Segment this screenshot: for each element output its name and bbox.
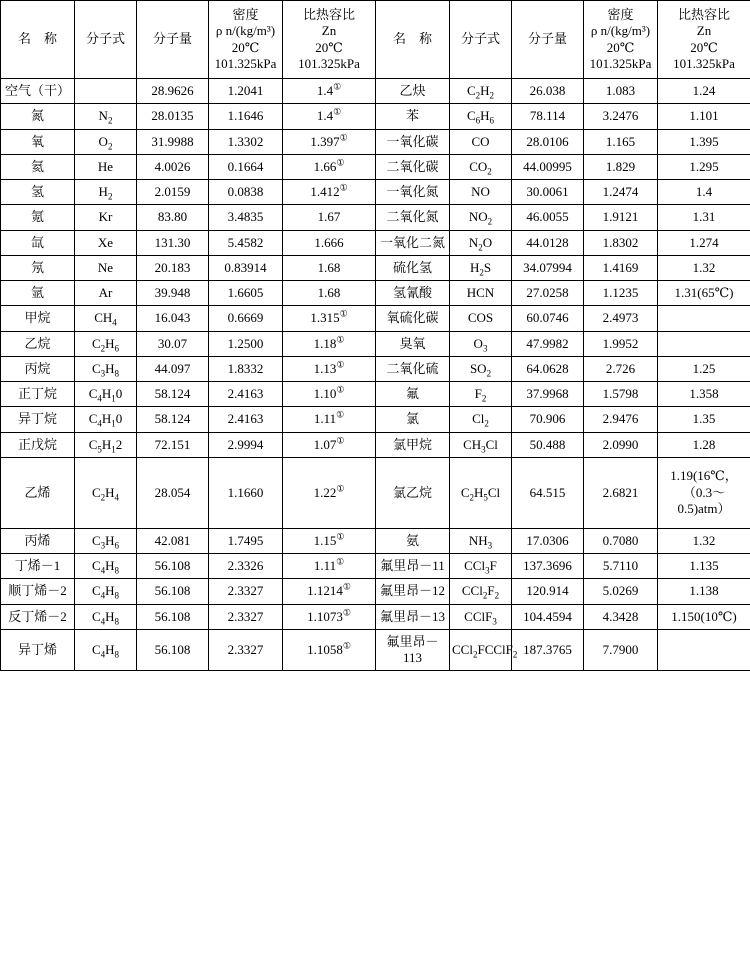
- molecular-formula-right: $N_2O$: [450, 230, 512, 255]
- heat-capacity-ratio-right: 1.274: [658, 230, 750, 255]
- molecular-formula-right: CClF$_3$: [450, 604, 512, 629]
- molecular-formula-left: $H_2$: [75, 180, 137, 205]
- molecular-formula-left: $C_5H_12$: [75, 432, 137, 457]
- heat-capacity-ratio-left: 1.4①: [283, 79, 376, 104]
- molecular-formula-right: $SO_2$: [450, 356, 512, 381]
- substance-name-left: 异丁烷: [1, 407, 75, 432]
- table-row: [1, 528, 750, 553]
- substance-name-right: 硫化氢: [376, 255, 450, 280]
- molecular-formula-left: $C_4H_8$: [75, 629, 137, 671]
- substance-name-right: 一氧化碳: [376, 129, 450, 154]
- heat-capacity-ratio-right: 1.4: [658, 180, 750, 205]
- substance-name-right: 氯甲烷: [376, 432, 450, 457]
- molecular-formula-left: $C_3H_8$: [75, 356, 137, 381]
- substance-name-left: 氢: [1, 180, 75, 205]
- heat-capacity-ratio-right: 1.28: [658, 432, 750, 457]
- header-heat-ratio-right: [658, 1, 750, 79]
- molar-mass-left: 44.097: [137, 356, 209, 381]
- table-row: [1, 356, 750, 381]
- molar-mass-right: 70.906: [512, 407, 584, 432]
- density-right: 1.1235: [584, 281, 658, 306]
- density-left: 2.9994: [209, 432, 283, 457]
- header-formula-right: 分子式: [450, 1, 512, 79]
- table-row: [1, 230, 750, 255]
- heat-capacity-ratio-left: 1.07①: [283, 432, 376, 457]
- table-row: [1, 129, 750, 154]
- density-left: 0.83914: [209, 255, 283, 280]
- header-heat-ratio-title: 比热容比: [302, 7, 355, 22]
- heat-capacity-ratio-left: 1.10①: [283, 382, 376, 407]
- header-density-title: 密度: [607, 7, 634, 22]
- density-left: 0.1664: [209, 154, 283, 179]
- table-body: [1, 79, 750, 671]
- heat-capacity-ratio-left: 1.67: [283, 205, 376, 230]
- molar-mass-right: 60.0746: [512, 306, 584, 331]
- density-left: 2.3327: [209, 579, 283, 604]
- substance-name-right: 氯乙烷: [376, 457, 450, 528]
- substance-name-right: 氟里昂－11: [376, 554, 450, 579]
- header-density-right: [584, 1, 658, 79]
- density-left: 1.8332: [209, 356, 283, 381]
- header-density-symbol: ρ n/(kg/m³): [590, 23, 651, 39]
- substance-name-right: 氟: [376, 382, 450, 407]
- molecular-formula-left: $C_4H_8$: [75, 554, 137, 579]
- molecular-formula-right: CO: [450, 129, 512, 154]
- molar-mass-right: 44.0128: [512, 230, 584, 255]
- heat-capacity-ratio-left: 1.15①: [283, 528, 376, 553]
- heat-capacity-ratio-left: 1.1058①: [283, 629, 376, 671]
- heat-capacity-ratio-left: 1.11①: [283, 407, 376, 432]
- molecular-formula-right: $C_2H_2$: [450, 79, 512, 104]
- table-row: [1, 432, 750, 457]
- molar-mass-left: 20.183: [137, 255, 209, 280]
- heat-capacity-ratio-left: 1.4①: [283, 104, 376, 129]
- molar-mass-left: 56.108: [137, 629, 209, 671]
- molar-mass-left: 56.108: [137, 579, 209, 604]
- heat-capacity-ratio-right: 1.295: [658, 154, 750, 179]
- density-left: 1.2041: [209, 79, 283, 104]
- heat-capacity-ratio-left: 1.412①: [283, 180, 376, 205]
- heat-capacity-ratio-left: 1.397①: [283, 129, 376, 154]
- substance-name-left: 氧: [1, 129, 75, 154]
- molar-mass-right: 78.114: [512, 104, 584, 129]
- molar-mass-left: 72.151: [137, 432, 209, 457]
- substance-name-right: 一氧化二氮: [376, 230, 450, 255]
- substance-name-right: 二氧化硫: [376, 356, 450, 381]
- density-right: 1.829: [584, 154, 658, 179]
- substance-name-right: 氟里昂－113: [376, 629, 450, 671]
- header-density-temp: 20℃: [231, 39, 260, 55]
- molar-mass-left: 56.108: [137, 604, 209, 629]
- substance-name-left: 反丁烯－2: [1, 604, 75, 629]
- header-heat-ratio-temp: 20℃: [690, 39, 718, 55]
- substance-name-right: 氧硫化碳: [376, 306, 450, 331]
- table-row: [1, 457, 750, 528]
- molar-mass-right: 64.0628: [512, 356, 584, 381]
- density-right: 1.5798: [584, 382, 658, 407]
- header-name-right: 名 称: [376, 1, 450, 79]
- substance-name-right: 氢氰酸: [376, 281, 450, 306]
- heat-capacity-ratio-right: 1.19(16℃， （0.3～ 0.5)atm）: [658, 457, 750, 528]
- molar-mass-right: 137.3696: [512, 554, 584, 579]
- heat-capacity-ratio-left: 1.22①: [283, 457, 376, 528]
- header-heat-ratio-temp: 20℃: [315, 39, 343, 55]
- table-row: [1, 180, 750, 205]
- density-right: 1.165: [584, 129, 658, 154]
- heat-capacity-ratio-right: 1.32: [658, 528, 750, 553]
- substance-name-left: 氮: [1, 104, 75, 129]
- molecular-formula-right: NO: [450, 180, 512, 205]
- molar-mass-right: 34.07994: [512, 255, 584, 280]
- table-row: [1, 154, 750, 179]
- molar-mass-left: 39.948: [137, 281, 209, 306]
- heat-capacity-ratio-left: 1.315①: [283, 306, 376, 331]
- molar-mass-left: 42.081: [137, 528, 209, 553]
- density-right: 5.7110: [584, 554, 658, 579]
- molar-mass-right: 37.9968: [512, 382, 584, 407]
- substance-name-left: 乙烷: [1, 331, 75, 356]
- header-name-left: 名 称: [1, 1, 75, 79]
- header-density-pressure: 101.325kPa: [589, 55, 652, 71]
- heat-capacity-ratio-right: 1.138: [658, 579, 750, 604]
- heat-capacity-ratio-left: 1.1214①: [283, 579, 376, 604]
- molecular-formula-right: $C_6H_6$: [450, 104, 512, 129]
- substance-name-right: 氟里昂－12: [376, 579, 450, 604]
- density-right: 7.7900: [584, 629, 658, 671]
- density-left: 2.3327: [209, 604, 283, 629]
- heat-capacity-ratio-left: 1.11①: [283, 554, 376, 579]
- heat-capacity-ratio-right: 1.135: [658, 554, 750, 579]
- molecular-formula-right: $H_2S$: [450, 255, 512, 280]
- heat-capacity-ratio-left: 1.18①: [283, 331, 376, 356]
- heat-capacity-ratio-right: 1.395: [658, 129, 750, 154]
- header-density-pressure: 101.325kPa: [214, 55, 277, 71]
- molecular-formula-left: Ne: [75, 255, 137, 280]
- heat-capacity-ratio-left: 1.666: [283, 230, 376, 255]
- molecular-formula-left: Xe: [75, 230, 137, 255]
- molar-mass-left: 83.80: [137, 205, 209, 230]
- molecular-formula-right: CCl$_2$FCClF$_2$: [450, 629, 512, 671]
- density-right: 2.9476: [584, 407, 658, 432]
- table-row: [1, 382, 750, 407]
- molar-mass-left: 58.124: [137, 407, 209, 432]
- density-left: 2.3326: [209, 554, 283, 579]
- molecular-formula-left: $CH_4$: [75, 306, 137, 331]
- density-left: 1.6605: [209, 281, 283, 306]
- substance-name-left: 甲烷: [1, 306, 75, 331]
- substance-name-right: 氨: [376, 528, 450, 553]
- molar-mass-right: 104.4594: [512, 604, 584, 629]
- heat-capacity-ratio-left: 1.68: [283, 255, 376, 280]
- table-row: [1, 331, 750, 356]
- heat-capacity-ratio-right: 1.150(10℃): [658, 604, 750, 629]
- molar-mass-right: 64.515: [512, 457, 584, 528]
- substance-name-right: 一氧化氮: [376, 180, 450, 205]
- substance-name-left: 异丁烯: [1, 629, 75, 671]
- table-row: [1, 255, 750, 280]
- density-right: 4.3428: [584, 604, 658, 629]
- molecular-formula-left: $O_2$: [75, 129, 137, 154]
- molecular-formula-left: $C_4H_8$: [75, 579, 137, 604]
- molecular-formula-right: $NH_3$: [450, 528, 512, 553]
- heat-capacity-ratio-right: 1.101: [658, 104, 750, 129]
- header-density-temp: 20℃: [606, 39, 635, 55]
- density-right: 2.726: [584, 356, 658, 381]
- header-density-symbol: ρ n/(kg/m³): [215, 23, 276, 39]
- substance-name-left: 正戊烷: [1, 432, 75, 457]
- molar-mass-left: 30.07: [137, 331, 209, 356]
- molar-mass-right: 187.3765: [512, 629, 584, 671]
- substance-name-left: 乙烯: [1, 457, 75, 528]
- molar-mass-left: 58.124: [137, 382, 209, 407]
- density-left: 0.0838: [209, 180, 283, 205]
- molar-mass-left: 4.0026: [137, 154, 209, 179]
- molar-mass-right: 46.0055: [512, 205, 584, 230]
- molecular-formula-right: COS: [450, 306, 512, 331]
- density-right: 3.2476: [584, 104, 658, 129]
- substance-name-left: 氩: [1, 281, 75, 306]
- heat-capacity-ratio-left: 1.1073①: [283, 604, 376, 629]
- table-header: [1, 1, 750, 79]
- density-left: 1.1660: [209, 457, 283, 528]
- heat-capacity-ratio-right: 1.24: [658, 79, 750, 104]
- heat-capacity-ratio-right: 1.32: [658, 255, 750, 280]
- molecular-formula-right: $F_2$: [450, 382, 512, 407]
- header-density-title: 密度: [232, 7, 259, 22]
- molar-mass-left: 28.054: [137, 457, 209, 528]
- heat-capacity-ratio-left: 1.68: [283, 281, 376, 306]
- header-heat-ratio-left: [283, 1, 376, 79]
- table-row: [1, 407, 750, 432]
- molecular-formula-right: CCl$_3$F: [450, 554, 512, 579]
- substance-name-right: 二氧化碳: [376, 154, 450, 179]
- molar-mass-right: 47.9982: [512, 331, 584, 356]
- density-left: 1.1646: [209, 104, 283, 129]
- molecular-formula-left: $C_4H_10$: [75, 382, 137, 407]
- header-heat-ratio-symbol: Zn: [321, 23, 337, 39]
- density-right: 1.9952: [584, 331, 658, 356]
- density-right: 5.0269: [584, 579, 658, 604]
- heat-capacity-ratio-right: 1.358: [658, 382, 750, 407]
- density-right: 2.4973: [584, 306, 658, 331]
- header-density-left: [209, 1, 283, 79]
- substance-name-left: 氪: [1, 205, 75, 230]
- density-left: 2.3327: [209, 629, 283, 671]
- molecular-formula-right: $CH_3Cl$: [450, 432, 512, 457]
- molar-mass-left: 131.30: [137, 230, 209, 255]
- header-heat-ratio-pressure: 101.325kPa: [673, 55, 735, 71]
- substance-name-left: 丁烯－1: [1, 554, 75, 579]
- substance-name-right: 臭氧: [376, 331, 450, 356]
- molecular-formula-left: Kr: [75, 205, 137, 230]
- substance-name-right: 苯: [376, 104, 450, 129]
- molecular-formula-right: $Cl_2$: [450, 407, 512, 432]
- molar-mass-right: 30.0061: [512, 180, 584, 205]
- molecular-formula-left: $C_2H_6$: [75, 331, 137, 356]
- density-right: 1.2474: [584, 180, 658, 205]
- molar-mass-right: 120.914: [512, 579, 584, 604]
- table-row: [1, 554, 750, 579]
- molecular-formula-left: He: [75, 154, 137, 179]
- header-heat-ratio-symbol: Zn: [696, 23, 712, 39]
- molecular-formula-right: $O_3$: [450, 331, 512, 356]
- heat-capacity-ratio-right: [658, 331, 750, 356]
- molar-mass-right: 50.488: [512, 432, 584, 457]
- density-left: 1.7495: [209, 528, 283, 553]
- heat-capacity-ratio-right: 1.31: [658, 205, 750, 230]
- table-row: [1, 604, 750, 629]
- molecular-formula-left: Ar: [75, 281, 137, 306]
- molar-mass-right: 44.00995: [512, 154, 584, 179]
- table-row: [1, 629, 750, 671]
- density-left: 0.6669: [209, 306, 283, 331]
- molecular-formula-left: $C_2H_4$: [75, 457, 137, 528]
- table-row: [1, 579, 750, 604]
- substance-name-left: 氦: [1, 154, 75, 179]
- density-right: 1.4169: [584, 255, 658, 280]
- molar-mass-left: 2.0159: [137, 180, 209, 205]
- density-left: 1.3302: [209, 129, 283, 154]
- molar-mass-left: 28.0135: [137, 104, 209, 129]
- header-formula-left: 分子式: [75, 1, 137, 79]
- molecular-formula-left: $C_4H_8$: [75, 604, 137, 629]
- molar-mass-right: 26.038: [512, 79, 584, 104]
- molar-mass-right: 27.0258: [512, 281, 584, 306]
- molecular-formula-right: $C_2H_5Cl$: [450, 457, 512, 528]
- density-right: 1.083: [584, 79, 658, 104]
- substance-name-right: 氯: [376, 407, 450, 432]
- substance-name-left: 氖: [1, 255, 75, 280]
- substance-name-left: 正丁烷: [1, 382, 75, 407]
- molecular-formula-right: $CCl_2F_2$: [450, 579, 512, 604]
- heat-capacity-ratio-left: 1.13①: [283, 356, 376, 381]
- molar-mass-left: 31.9988: [137, 129, 209, 154]
- header-molar-mass-right: 分子量: [512, 1, 584, 79]
- density-right: 1.9121: [584, 205, 658, 230]
- molecular-formula-left: [75, 79, 137, 104]
- substance-name-left: 氙: [1, 230, 75, 255]
- substance-name-right: 二氧化氮: [376, 205, 450, 230]
- substance-name-right: 氟里昂－13: [376, 604, 450, 629]
- table-row: [1, 281, 750, 306]
- substance-name-left: 丙烷: [1, 356, 75, 381]
- density-left: 5.4582: [209, 230, 283, 255]
- density-left: 2.4163: [209, 382, 283, 407]
- table-row: [1, 104, 750, 129]
- molecular-formula-right: HCN: [450, 281, 512, 306]
- molecular-formula-right: $CO_2$: [450, 154, 512, 179]
- density-right: 0.7080: [584, 528, 658, 553]
- molecular-formula-right: $NO_2$: [450, 205, 512, 230]
- table-row: [1, 205, 750, 230]
- table-row: [1, 79, 750, 104]
- heat-capacity-ratio-right: 1.31(65℃): [658, 281, 750, 306]
- table-row: [1, 306, 750, 331]
- molecular-formula-left: $C_3H_6$: [75, 528, 137, 553]
- molar-mass-right: 28.0106: [512, 129, 584, 154]
- header-molar-mass-left: 分子量: [137, 1, 209, 79]
- density-left: 2.4163: [209, 407, 283, 432]
- header-heat-ratio-pressure: 101.325kPa: [298, 55, 360, 71]
- density-right: 1.8302: [584, 230, 658, 255]
- substance-name-left: 空气（干）: [1, 79, 75, 104]
- substance-name-left: 丙烯: [1, 528, 75, 553]
- heat-capacity-ratio-right: 1.25: [658, 356, 750, 381]
- density-right: 2.0990: [584, 432, 658, 457]
- header-heat-ratio-title: 比热容比: [677, 7, 730, 22]
- header-row: [1, 1, 750, 79]
- heat-capacity-ratio-right: 1.35: [658, 407, 750, 432]
- substance-name-right: 乙炔: [376, 79, 450, 104]
- molar-mass-right: 17.0306: [512, 528, 584, 553]
- density-left: 3.4835: [209, 205, 283, 230]
- molecular-formula-left: $N_2$: [75, 104, 137, 129]
- heat-capacity-ratio-right: [658, 306, 750, 331]
- molar-mass-left: 16.043: [137, 306, 209, 331]
- molecular-formula-left: $C_4H_10$: [75, 407, 137, 432]
- substance-name-left: 顺丁烯－2: [1, 579, 75, 604]
- molar-mass-left: 56.108: [137, 554, 209, 579]
- density-left: 1.2500: [209, 331, 283, 356]
- heat-capacity-ratio-right: [658, 629, 750, 671]
- heat-capacity-ratio-left: 1.66①: [283, 154, 376, 179]
- molar-mass-left: 28.9626: [137, 79, 209, 104]
- density-right: 2.6821: [584, 457, 658, 528]
